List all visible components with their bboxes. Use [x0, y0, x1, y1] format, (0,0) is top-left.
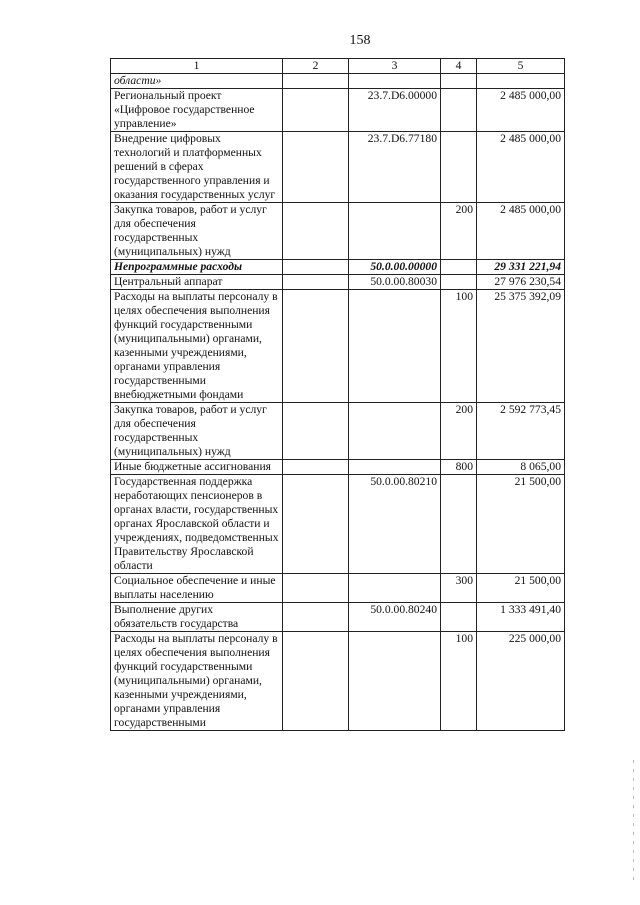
column-2-cell	[283, 89, 349, 132]
page-number: 158	[349, 33, 371, 48]
expense-type-cell	[441, 603, 477, 632]
name-cell: Иные бюджетные ассигнования	[111, 460, 283, 475]
column-2-cell	[283, 275, 349, 290]
amount-cell: 27 976 230,54	[477, 275, 565, 290]
column-2-cell	[283, 74, 349, 89]
table-row	[111, 403, 565, 460]
amount-cell: 29 331 221,94	[477, 260, 565, 275]
target-code-cell	[349, 574, 441, 603]
expense-type-cell	[441, 132, 477, 203]
name-cell: Закупка товаров, работ и услуг для обеспечения государственных (муниципальных) нужд	[111, 403, 283, 460]
target-code-cell	[349, 74, 441, 89]
column-2-cell	[283, 290, 349, 403]
expense-type-cell: 200	[441, 203, 477, 260]
expense-type-cell: 200	[441, 403, 477, 460]
expense-type-cell: 100	[441, 632, 477, 731]
column-2-cell	[283, 460, 349, 475]
column-2-cell	[283, 603, 349, 632]
target-code-cell: 23.7.D6.77180	[349, 132, 441, 203]
expense-type-cell: 800	[441, 460, 477, 475]
target-code-cell	[349, 203, 441, 260]
expense-type-cell	[441, 260, 477, 275]
name-cell: Социальное обеспечение и иные выплаты населению	[111, 574, 283, 603]
name-cell: Выполнение других обязательств государства	[111, 603, 283, 632]
table-row	[111, 74, 565, 89]
name-cell: Расходы на выплаты персоналу в целях обеспечения выполнения функций государственными (муниципальными) органами, казенными учреждениями, органами управления государственными внебюджетными фондами	[111, 290, 283, 403]
column-header-2: 2	[283, 59, 349, 74]
budget-table	[110, 58, 565, 731]
column-2-cell	[283, 403, 349, 460]
table-row	[111, 89, 565, 132]
amount-cell: 8 065,00	[477, 460, 565, 475]
table-header-row	[111, 59, 565, 74]
expense-type-cell: 300	[441, 574, 477, 603]
target-code-cell: 50.0.00.00000	[349, 260, 441, 275]
table-row	[111, 460, 565, 475]
scan-artifact	[633, 760, 634, 880]
table-row	[111, 475, 565, 574]
expense-type-cell: 100	[441, 290, 477, 403]
column-2-cell	[283, 574, 349, 603]
amount-cell: 1 333 491,40	[477, 603, 565, 632]
target-code-cell: 23.7.D6.00000	[349, 89, 441, 132]
table-row	[111, 132, 565, 203]
amount-cell	[477, 74, 565, 89]
amount-cell: 2 485 000,00	[477, 89, 565, 132]
amount-cell: 2 485 000,00	[477, 132, 565, 203]
name-cell: Внедрение цифровых технологий и платформенных решений в сферах государственного управления и оказания государственных услуг	[111, 132, 283, 203]
target-code-cell	[349, 290, 441, 403]
target-code-cell: 50.0.00.80030	[349, 275, 441, 290]
table-row	[111, 574, 565, 603]
target-code-cell	[349, 632, 441, 731]
name-cell: области»	[111, 74, 283, 89]
column-header-4: 4	[441, 59, 477, 74]
amount-cell: 25 375 392,09	[477, 290, 565, 403]
column-header-3: 3	[349, 59, 441, 74]
name-cell: Государственная поддержка неработающих пенсионеров в органах власти, государственных органах Ярославской области и учреждениях, подведомственных Правительству Ярославской области	[111, 475, 283, 574]
column-header-1: 1	[111, 59, 283, 74]
name-cell: Закупка товаров, работ и услуг для обеспечения государственных (муниципальных) нужд	[111, 203, 283, 260]
target-code-cell: 50.0.00.80240	[349, 603, 441, 632]
table-row	[111, 632, 565, 731]
column-2-cell	[283, 632, 349, 731]
expense-type-cell	[441, 74, 477, 89]
table-row	[111, 260, 565, 275]
name-cell: Центральный аппарат	[111, 275, 283, 290]
amount-cell: 225 000,00	[477, 632, 565, 731]
name-cell: Региональный проект «Цифровое государственное управление»	[111, 89, 283, 132]
amount-cell: 21 500,00	[477, 475, 565, 574]
amount-cell: 2 592 773,45	[477, 403, 565, 460]
amount-cell: 21 500,00	[477, 574, 565, 603]
table-row	[111, 603, 565, 632]
expense-type-cell	[441, 275, 477, 290]
name-cell: Непрограммные расходы	[111, 260, 283, 275]
target-code-cell	[349, 403, 441, 460]
table-row	[111, 203, 565, 260]
column-2-cell	[283, 132, 349, 203]
target-code-cell: 50.0.00.80210	[349, 475, 441, 574]
name-cell: Расходы на выплаты персоналу в целях обеспечения выполнения функций государственными (муниципальными) органами, казенными учреждениями, органами управления государственными	[111, 632, 283, 731]
column-header-5: 5	[477, 59, 565, 74]
table-row	[111, 290, 565, 403]
table-row	[111, 275, 565, 290]
column-2-cell	[283, 260, 349, 275]
expense-type-cell	[441, 475, 477, 574]
target-code-cell	[349, 460, 441, 475]
column-2-cell	[283, 475, 349, 574]
column-2-cell	[283, 203, 349, 260]
amount-cell: 2 485 000,00	[477, 203, 565, 260]
expense-type-cell	[441, 89, 477, 132]
